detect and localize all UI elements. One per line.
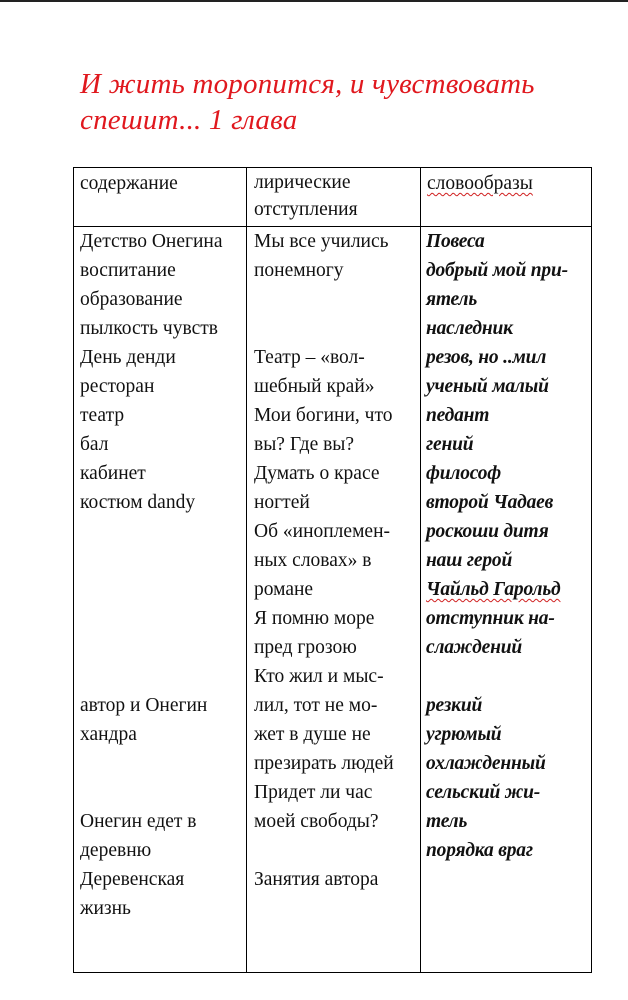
lyrical-line: Придет ли час — [254, 782, 373, 803]
image-line: Чайльд Гарольд — [426, 579, 561, 600]
content-line: День денди — [80, 347, 176, 368]
content-line: костюм dandy — [80, 492, 196, 513]
content-line: воспитание — [80, 260, 176, 281]
column-divider-1 — [246, 168, 247, 972]
content-line — [80, 546, 223, 575]
lyrical-line: Об «иноплемен- — [254, 521, 390, 542]
lyrical-column — [254, 227, 394, 894]
image-line: роскоши дитя — [426, 521, 549, 542]
lyrical-line: пред грозою — [254, 637, 357, 658]
content-line — [80, 517, 223, 546]
image-line: сельский жи- — [426, 782, 541, 803]
images-column — [426, 227, 568, 865]
lyrical-line: Я помню море — [254, 608, 375, 629]
image-line: угрюмый — [426, 724, 502, 745]
lyrical-line: Кто жил и мыс- — [254, 666, 384, 687]
image-line: гений — [426, 434, 474, 455]
content-line: Деревенская — [80, 869, 185, 890]
lyrical-line — [254, 836, 394, 865]
image-line: философ — [426, 463, 502, 484]
image-line — [426, 662, 568, 691]
page-title — [80, 66, 600, 138]
top-border-line — [0, 0, 628, 2]
lyrical-line: моей свободы? — [254, 811, 379, 832]
lyrical-line: Театр – «вол- — [254, 347, 365, 368]
image-line: резкий — [426, 695, 483, 716]
image-line: резов, но ..мил — [426, 347, 547, 368]
lyrical-line — [254, 314, 394, 343]
content-line: ресторан — [80, 376, 155, 397]
content-line: Онегин едет в — [80, 811, 197, 832]
lyrical-line: ногтей — [254, 492, 310, 513]
lyrical-line: лил, тот не мо- — [254, 695, 378, 716]
image-line: наследник — [426, 318, 513, 339]
title-line-2: спешит... 1 глава — [80, 104, 298, 136]
content-column — [80, 227, 223, 923]
content-line: автор и Онегин — [80, 695, 208, 716]
lyrical-line: понемногу — [254, 260, 344, 281]
image-line: педант — [426, 405, 490, 426]
lyrical-line: ных словах» в — [254, 550, 372, 571]
content-line: образование — [80, 289, 183, 310]
lyrical-line: Занятия автора — [254, 869, 379, 890]
image-line: слаждений — [426, 637, 523, 658]
header-lyrical-line-1: лирические — [254, 172, 351, 193]
image-line: наш герой — [426, 550, 513, 571]
header-lyrical — [254, 169, 358, 223]
lyrical-line: жет в душе не — [254, 724, 371, 745]
lyrical-line — [254, 285, 394, 314]
content-line — [80, 662, 223, 691]
image-line: ученый малый — [426, 376, 549, 397]
lyrical-line: Мои богини, что — [254, 405, 393, 426]
content-line — [80, 778, 223, 807]
header-content-label: содержание — [80, 173, 178, 194]
lyrical-line: Думать о красе — [254, 463, 380, 484]
content-line: кабинет — [80, 463, 146, 484]
image-line: порядка враг — [426, 840, 533, 861]
lyrical-line: шебный край» — [254, 376, 375, 397]
lyrical-line: презирать людей — [254, 753, 394, 774]
content-table — [73, 167, 592, 973]
header-lyrical-line-2: отступления — [254, 199, 358, 220]
content-line — [80, 604, 223, 633]
content-line: хандра — [80, 724, 137, 745]
header-images — [427, 169, 533, 198]
column-divider-2 — [420, 168, 421, 972]
image-line: добрый мой при- — [426, 260, 568, 281]
content-line: жизнь — [80, 898, 131, 919]
content-line: Детство Онегина — [80, 231, 223, 252]
image-line: тель — [426, 811, 468, 832]
image-line: отступник на- — [426, 608, 555, 629]
image-line: ятель — [426, 289, 478, 310]
image-line: второй Чадаев — [426, 492, 554, 513]
lyrical-line: вы? Где вы? — [254, 434, 355, 455]
lyrical-line: романе — [254, 579, 314, 600]
content-line: бал — [80, 434, 109, 455]
content-line: пылкость чувств — [80, 318, 218, 339]
image-line: охлажденный — [426, 753, 546, 774]
content-line — [80, 749, 223, 778]
header-content — [80, 169, 178, 198]
content-line: театр — [80, 405, 125, 426]
image-line: Повеса — [426, 231, 485, 252]
title-line-1: И жить торопится, и чувствовать — [80, 68, 535, 100]
header-images-label: словообразы — [427, 173, 533, 194]
content-line: деревню — [80, 840, 152, 861]
lyrical-line: Мы все учились — [254, 231, 389, 252]
content-line — [80, 575, 223, 604]
content-line — [80, 633, 223, 662]
